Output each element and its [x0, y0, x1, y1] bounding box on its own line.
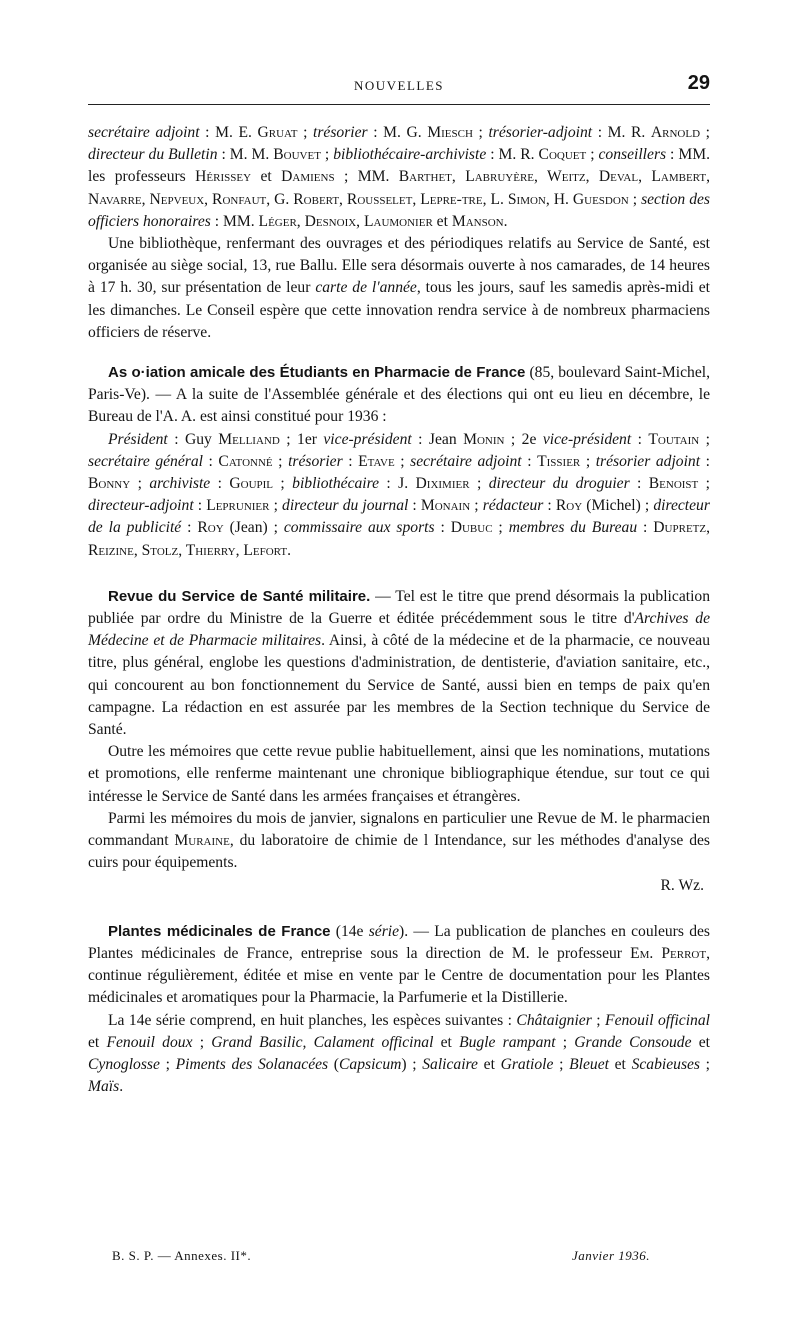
- body-text: ;: [320, 146, 334, 164]
- role-text: trésorier: [313, 124, 368, 141]
- person-name: Diximier: [415, 475, 470, 493]
- role-text: trésorier: [288, 452, 343, 470]
- person-name: Leprunier: [206, 497, 270, 515]
- document-page: [88, 60, 710, 1310]
- body-text: : M. R.: [592, 124, 651, 141]
- role-text: directeur du droguier: [488, 475, 630, 493]
- body-text: ;: [492, 519, 509, 537]
- person-names: Barthet, Labruyère, Weitz, Deval, Lambert, Navarre, Nepveux, Ronfaut, G. Robert, Rousselet, Lepre-tre, L. Simon, H. Guesdon: [88, 168, 710, 208]
- role-text: directeur du Bulletin: [88, 146, 218, 164]
- body-text: ;: [130, 475, 150, 493]
- body-text: et: [477, 1055, 501, 1073]
- body-text: ;: [192, 1033, 212, 1051]
- plantes-species-paragraph: [88, 1010, 710, 1099]
- role-text: directeur-adjoint: [88, 497, 194, 515]
- body-text: :: [629, 475, 649, 493]
- role-text: commissaire aux sports: [283, 519, 435, 537]
- role-text: bibliothécaire-archiviste: [333, 146, 487, 164]
- role-text: secrétaire général: [88, 452, 203, 470]
- body-text: : M. R.: [486, 146, 539, 164]
- body-text: : M. G.: [367, 124, 428, 141]
- person-names: Dupretz, Reizine, Stolz, Thierry, Lefort: [88, 519, 711, 559]
- body-text: : M. M.: [217, 146, 274, 164]
- body-text: (Michel) ;: [582, 497, 654, 515]
- person-name: Toutain: [648, 430, 700, 448]
- body-text: : J.: [379, 475, 416, 493]
- body-text: et: [608, 1055, 632, 1073]
- body-text: :: [700, 452, 710, 470]
- body-text: , tous les jours, sauf les samedis après-midi et les dimanches. Le Conseil espère que cette innovation rendra service à de nombreux pharmaciens officiers de réserve.: [88, 279, 711, 341]
- body-text: : Guy: [167, 430, 219, 448]
- person-name: Gruat: [257, 124, 298, 141]
- running-title: NOUVELLES: [353, 78, 445, 93]
- body-text: ;: [273, 475, 293, 493]
- person-name: Arnold: [650, 124, 701, 141]
- role-text: conseillers: [598, 146, 667, 164]
- species-name: Grande Consoude: [574, 1033, 692, 1051]
- person-name: Bouvet: [273, 146, 321, 164]
- person-name: Damiens: [281, 168, 335, 186]
- body-text: .: [119, 1078, 124, 1096]
- person-name: Benoist: [648, 475, 699, 493]
- person-names: Léger, Desnoix, Laumonier: [258, 212, 433, 230]
- revue-paragraph-3: [88, 808, 710, 875]
- person-name: Muraine: [174, 832, 230, 850]
- species-name: Bugle rampant: [459, 1033, 556, 1051]
- italic-text: série: [368, 922, 400, 940]
- role-text: archiviste: [149, 475, 211, 493]
- person-name: Goupil: [229, 475, 274, 493]
- body-text: :: [543, 497, 556, 515]
- body-text: Outre les mémoires que cette revue publie habituellement, ainsi que les nominations, mutations et promotions, elle renferme maintenant une chronique bibliographique étendue, sur tout ce qui intéresse le Service de Santé dans les armées françaises et étrangères.: [88, 743, 710, 805]
- role-text: Président: [108, 430, 168, 448]
- person-name: Hérissey: [195, 168, 252, 186]
- person-name: Miesch: [427, 124, 473, 141]
- body-text: ;: [297, 124, 314, 141]
- body-text: .: [287, 541, 291, 559]
- revue-paragraph: [88, 586, 710, 741]
- role-text: directeur du journal: [282, 497, 409, 515]
- body-text: :: [434, 519, 451, 537]
- association-paragraph: [88, 362, 710, 429]
- body-text: ;: [591, 1011, 606, 1029]
- body-text: ; 1er: [279, 430, 324, 448]
- body-text: , du laboratoire de chimie de l Intendance, sur les méthodes d'analyse des cuirs pour équipements.: [88, 832, 710, 872]
- species-name: Salicaire: [422, 1055, 478, 1073]
- italic-text: Archives de Médecine et de Pharmacie militaires: [88, 610, 711, 650]
- body-text: (Jean) ;: [223, 519, 284, 537]
- body-text: . Ainsi, à côté de la médecine et de la pharmacie, ce nouveau titre, plus général, englobe les questions d'administration, de dentisterie, d'aviation sanitaire, etc., qui concourent au bon fonctionnement du Service de Santé, aussi bien en temps de paix qu'en campagne. La rédaction en est assurée par les membres de la Section technique du Service de Santé.: [88, 632, 711, 739]
- species-name: Grand Basilic, Calament officinal: [211, 1033, 434, 1051]
- person-name: Dubuc: [450, 519, 493, 537]
- role-text: trésorier adjoint: [595, 452, 701, 470]
- footer-reference: B. S. P. — Annexes. II*.: [112, 1248, 252, 1263]
- person-name: Roy: [197, 519, 224, 537]
- body-text: (: [328, 1055, 339, 1073]
- section-heading: Revue du Service de Santé militaire.: [108, 587, 371, 605]
- body-text: ;: [469, 475, 489, 493]
- person-name: Roy: [555, 497, 583, 515]
- body-text: , continue régulièrement, éditée et mise en vente par le Centre de documentation pour les Plantes médicinales et aromatiques pour la Pharmacie, la Parfumerie et la Distillerie.: [88, 944, 710, 1007]
- body-text: ;: [700, 124, 710, 141]
- person-name: Etave: [358, 452, 395, 470]
- body-text: ;: [394, 452, 411, 470]
- body-text: :: [181, 519, 198, 537]
- species-name: Cynoglosse: [88, 1055, 160, 1073]
- body-text: :: [631, 430, 649, 448]
- role-text: bibliothécaire: [292, 475, 380, 493]
- person-name: Em. Perrot: [630, 944, 707, 962]
- body-text: (85, boulevard Saint-Michel, Paris-Ve). — A la suite de l'Assemblée générale et des élections qui ont eu lieu en décembre, le Bureau de l'A. A. est ainsi constitué pour 1936 :: [88, 364, 710, 426]
- header-rule: [88, 104, 710, 105]
- species-name: Capsicum: [339, 1055, 402, 1073]
- body-text: ;: [159, 1055, 176, 1073]
- body-text: ;: [700, 1055, 711, 1073]
- body-text: ;: [553, 1055, 570, 1073]
- page-header: [88, 72, 710, 100]
- species-name: Fenouil doux: [106, 1033, 193, 1051]
- footer-date: Janvier 1936.: [572, 1248, 650, 1263]
- role-text: trésorier-adjoint: [488, 124, 593, 141]
- body-text: ;: [555, 1033, 575, 1051]
- body-text: ).: [399, 922, 409, 940]
- body-text: :: [408, 497, 421, 515]
- body-text: Parmi les mémoires du mois de janvier, signalons en particulier une Revue de M. le pharmacien commandant: [88, 809, 710, 850]
- body-text: et: [88, 1033, 107, 1051]
- body-text: ;: [272, 452, 289, 470]
- body-text: ;: [269, 497, 283, 515]
- species-name: Bleuet: [569, 1055, 609, 1073]
- body-text: (14e: [330, 922, 369, 940]
- role-text: membres du Bureau: [508, 519, 638, 537]
- person-name: Melliand: [218, 430, 280, 448]
- body-text: :: [637, 519, 654, 537]
- body-text: — Tel est le titre que prend désormais la publication publiée par ordre du Ministre de la Guerre et éditée précédemment sous le titre d': [88, 587, 710, 628]
- species-name: Piments des Solanacées: [175, 1055, 329, 1073]
- person-name: Manson: [451, 212, 504, 230]
- body-text: et: [433, 1033, 460, 1051]
- species-name: Gratiole: [500, 1055, 554, 1073]
- body-text: .: [503, 212, 508, 230]
- person-name: Coquet: [538, 146, 587, 164]
- role-text: directeur de la publicité: [88, 497, 710, 537]
- bureau-list-paragraph: [88, 429, 710, 562]
- body-text: et: [432, 212, 452, 230]
- person-name: Catonné: [218, 452, 273, 470]
- role-text: vice-président: [323, 430, 412, 448]
- body-text: ;: [472, 124, 489, 141]
- role-text: secrétaire adjoint: [410, 452, 522, 470]
- body-text: ;: [586, 146, 599, 164]
- person-name: Tissier: [537, 452, 581, 470]
- species-name: Maïs: [88, 1078, 120, 1096]
- body-text: ) ;: [401, 1055, 423, 1073]
- page-number: 29: [687, 72, 710, 94]
- body-text: ;: [470, 497, 483, 515]
- role-text: secrétaire adjoint: [88, 124, 200, 141]
- role-text: vice-président: [542, 430, 632, 448]
- body-text: ; 2e: [504, 430, 543, 448]
- body-text: ;: [699, 430, 710, 448]
- body-text: : MM.: [210, 212, 259, 230]
- body-text: et: [251, 168, 282, 186]
- body-text: Une bibliothèque, renfermant des ouvrages et des périodiques relatifs au Service de Santé, est organisée au siège social, 13, rue Ballu. Elle sera désormais ouverte à nos camarades, de 14 heures à 17 h. 30, sur présentation de leur: [88, 235, 710, 297]
- person-name: Bonny: [88, 475, 131, 493]
- section-heading: Plantes médicinales de France: [108, 922, 331, 940]
- signature: R. Wz.: [660, 876, 704, 894]
- revue-paragraph-2: [88, 741, 710, 808]
- species-name: Fenouil officinal: [605, 1011, 710, 1029]
- species-name: Scabieuses: [631, 1055, 700, 1073]
- body-text: ; MM.: [334, 168, 399, 186]
- body-text: et: [691, 1033, 710, 1051]
- body-text: — La publication de planches en couleurs des Plantes médicinales de France, entreprise sous la direction de M. le professeur: [88, 922, 710, 962]
- body-text: :: [342, 452, 359, 470]
- body-text: :: [210, 475, 230, 493]
- body-text: : Jean: [411, 430, 464, 448]
- role-text: rédacteur: [482, 497, 544, 515]
- body-text: :: [521, 452, 538, 470]
- body-text: La 14e série comprend, en huit planches, les espèces suivantes :: [108, 1011, 517, 1029]
- body-text: :: [202, 452, 219, 470]
- italic-text: carte de l'année: [315, 279, 417, 297]
- body-text: ;: [698, 475, 711, 493]
- person-name: Monin: [463, 430, 505, 448]
- officers-list-paragraph: [88, 122, 710, 233]
- body-text: ;: [580, 452, 596, 470]
- species-name: Châtaignier: [516, 1011, 592, 1029]
- library-paragraph: [88, 233, 710, 344]
- plantes-paragraph: [88, 921, 710, 1010]
- article-body: [88, 122, 710, 1098]
- body-text: :: [193, 497, 207, 515]
- body-text: ;: [628, 190, 642, 208]
- person-name: Monain: [420, 497, 471, 515]
- body-text: : M. E.: [199, 124, 258, 141]
- role-text: section des officiers honoraires: [88, 190, 710, 230]
- section-heading: As o·iation amicale des Étudiants en Pharmacie de France: [108, 364, 526, 382]
- body-text: : MM. les professeurs: [88, 146, 710, 186]
